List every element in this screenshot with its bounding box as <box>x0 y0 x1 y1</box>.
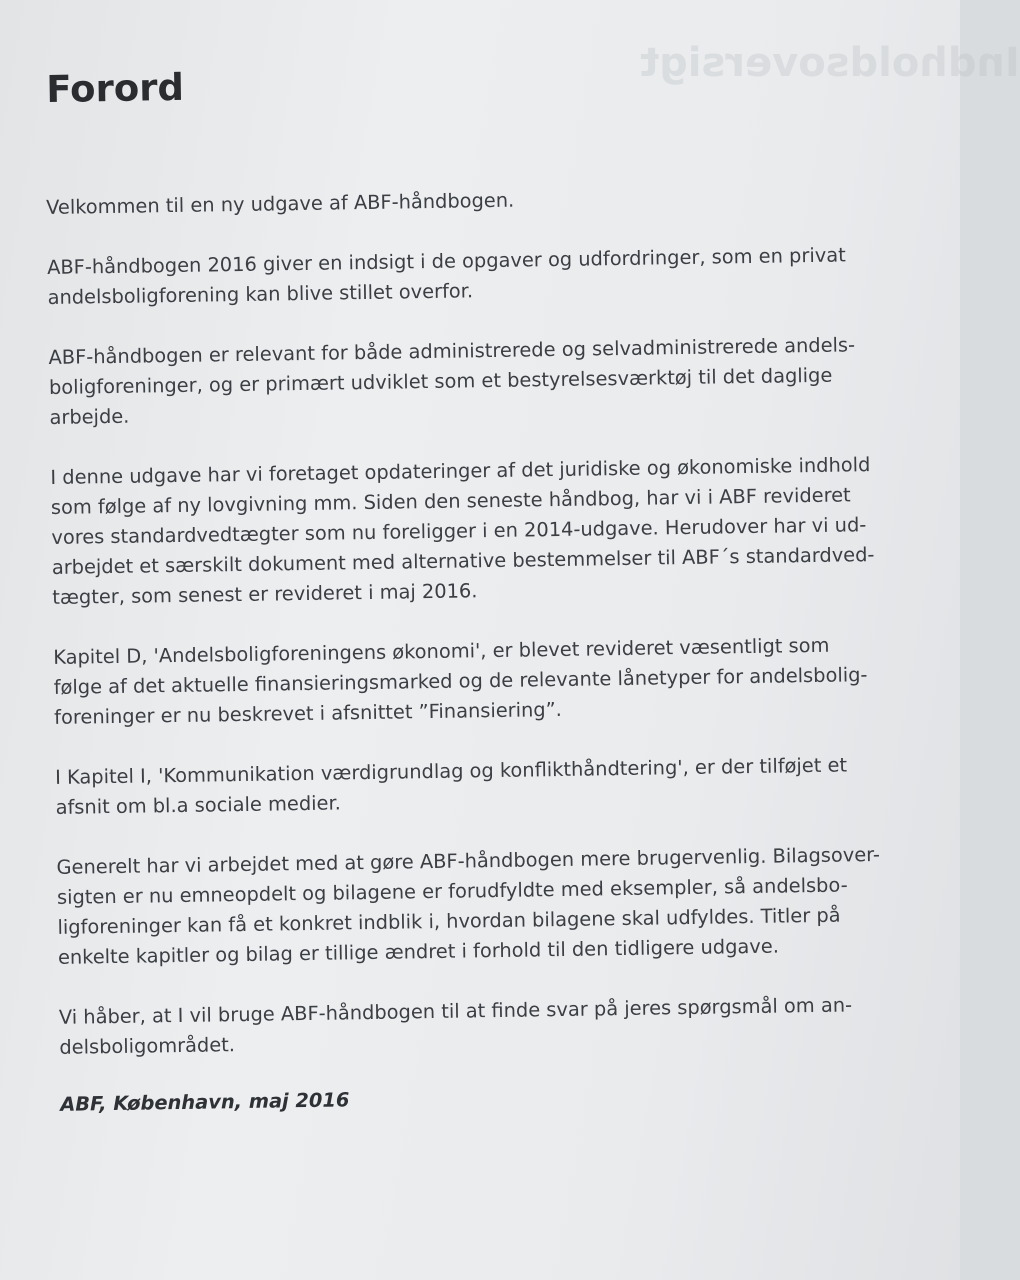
bleed-through-text: Indholdsoversigt <box>640 40 1020 86</box>
paragraph-insight: ABF-håndbogen 2016 giver en indsigt i de opgaver og udfordringer, som en privat andelsboligforening kan blive stillet overfor. <box>46 243 846 309</box>
paragraph-relevance: ABF-håndbogen er relevant for både administrerede og selvadministrerede andels- boligforeninger, og er primært udviklet som et bestyrelsesværktøj til det daglige arbejde. <box>48 333 856 429</box>
paragraph-updates: I denne udgave har vi foretaget opdateringer af det juridiske og økonomiske indhold som følge af ny lovgivning mm. Siden den seneste håndbog, har vi i ABF revideret vores standardvedtægter som nu foreligger i en 2014-udgave. Herudover har vi ud- arbejdet et særskilt dokument med alternative bestemmelser til ABF´s standardved- tægter, som senest er revideret i maj 2016. <box>50 453 875 609</box>
paragraph-usability: Generelt har vi arbejdet med at gøre ABF-håndbogen mere brugervenlig. Bilagsover- sigten er nu emneopdelt og bilagene er forudfyldte med eksempler, så andelsbo- ligforeninger kan få et konkret indblik i, hvordan bilagene skal udfyldes. Titler på enkelte kapitler og bilag er tillige ændret i forhold til den tidligere udgave. <box>56 842 881 969</box>
page-content <box>44 54 940 1116</box>
page-title: Forord <box>45 65 185 111</box>
paragraph-welcome: Velkommen til en ny udgave af ABF-håndbogen. <box>46 188 515 219</box>
signature: ABF, København, maj 2016 <box>60 1088 350 1116</box>
paragraph-closing: Vi håber, at I vil bruge ABF-håndbogen til at finde svar på jeres spørgsmål om an- delsboligområdet. <box>58 993 853 1059</box>
paragraph-chapter-i: I Kapitel I, 'Kommunikation værdigrundlag og konflikthåndtering', er der tilføjet et afsnit om bl.a sociale medier. <box>54 753 848 819</box>
paragraph-chapter-d: Kapitel D, 'Andelsboligforeningens økonomi', er blevet revideret væsentligt som følge af det aktuelle finansieringsmarked og de relevante lånetyper for andelsbolig- foreninger er nu beskrevet i afsnittet ”Finansiering”. <box>53 633 868 729</box>
